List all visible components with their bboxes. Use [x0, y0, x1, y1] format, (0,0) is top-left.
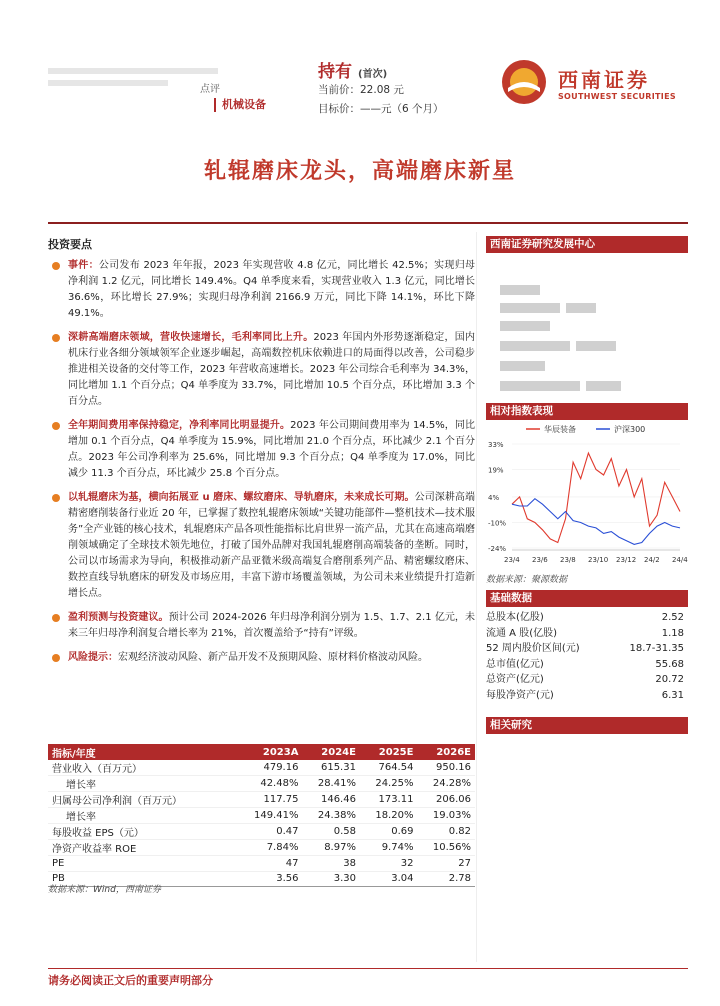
bullet-dot-icon [52, 614, 60, 622]
table-header-row [48, 744, 475, 760]
table-cell: 479.16 [236, 760, 302, 776]
bullet-text: 预计公司 2024-2026 年归母净利润分别为 1.5、1.7、2.1 亿元，未来三年归母净利润复合增长率为 21%，首次覆盖给予“持有”评级。 [68, 612, 475, 639]
x-tick-label: 24/4 [672, 556, 688, 564]
x-tick-label: 23/4 [504, 556, 520, 564]
redacted-block [500, 381, 580, 391]
table-cell: 3.30 [302, 871, 360, 887]
table-cell: 8.97% [302, 840, 360, 856]
bullet-dot-icon [52, 334, 60, 342]
row-label: 每股收益 EPS（元） [48, 824, 236, 840]
bullet-dot-icon [52, 262, 60, 270]
basic-data-value: 18.7-31.35 [629, 643, 684, 654]
basic-data-key: 总市值(亿元) [486, 658, 544, 670]
bullet-lead: 深耕高端磨床领域，营收快速增长，毛利率同比上升。 [68, 332, 314, 343]
bullet-lead: 全年期间费用率保持稳定，净利率同比明显提升。 [68, 420, 291, 431]
sector-label: 机械设备 [214, 98, 266, 112]
bullet-text: 公司发布 2023 年年报，2023 年实现营收 4.8 亿元，同比增长 42.5%；实现归母净利润 1.2 亿元，同比增长 149.4%。Q4 单季度来看，实现营业收入 1.3 亿元，同比增长 36.6%，环比增长 27.9%；实现归母净利润 2166.9 万元，同比下降 14.1%，环比下降 49.1%。 [68, 260, 475, 319]
table-cell: 173.11 [360, 792, 418, 808]
table-cell: 950.16 [417, 760, 475, 776]
basic-data-key: 每股净资产(元) [486, 689, 554, 701]
x-tick-label: 24/2 [644, 556, 660, 564]
summary-bullet [48, 610, 475, 642]
relative-index-chart-svg [486, 420, 688, 570]
summary-bullet [48, 490, 475, 602]
divider [48, 222, 688, 224]
y-tick-label: -10% [488, 519, 507, 528]
table-header-cell: 2023A [236, 744, 302, 760]
bullet-text: 公司深耕高端精密磨削装备行业近 20 年，已掌握了数控轧辊磨床领域“关键功能部件—整机技术—技术服务”全产业链的核心技术，轧辊磨床产品各项性能指标比肩世界一流产品，尤其在高速高端磨削领域确定了全球技术领先地位，打破了国外品牌对我国轧辊磨削高端装备的垄断。同时，公司以市场需求为导向，积极推动新产品亚微米级高端复合磨削系列产品、精密螺纹磨床、数控直线导轨磨床的研发及市场应用，丰富下游市场覆盖领域，为公司未来业绩提升打造新增长点。 [68, 492, 475, 599]
rating-value: 持有 [318, 62, 352, 82]
report-type-tag: 点评 [200, 84, 220, 95]
basic-data-list [486, 607, 688, 703]
redacted-block [500, 303, 560, 313]
table-row [48, 776, 475, 792]
table-cell: 2.78 [417, 871, 475, 887]
table-source: 数据来源：Wind，西南证券 [48, 885, 161, 895]
basic-data-key: 52 周内股价区间(元) [486, 643, 580, 654]
divider [48, 968, 688, 969]
redacted-block [500, 341, 570, 351]
table-header-cell: 2026E [417, 744, 475, 760]
table-cell: 24.25% [360, 776, 418, 792]
table-cell: 47 [236, 856, 302, 872]
row-label: PE [48, 856, 236, 872]
summary-bullet [48, 418, 475, 482]
summary-bullet [48, 258, 475, 322]
current-price: 当前价：22.08 元 [318, 84, 404, 96]
redacted-block [500, 361, 545, 371]
table-cell: 3.56 [236, 871, 302, 887]
chart-source: 数据来源：聚源数据 [486, 575, 568, 585]
table-row [48, 792, 475, 808]
logo-text-en: SOUTHWEST SECURITIES [558, 92, 676, 101]
table-cell: 206.06 [417, 792, 475, 808]
research-center-heading: 西南证券研究发展中心 [486, 236, 688, 253]
summary-heading: 投资要点 [48, 238, 92, 251]
bullet-dot-icon [52, 422, 60, 430]
legend-label: 华辰装备 [544, 425, 576, 434]
logo-mark-icon [500, 58, 548, 106]
x-tick-label: 23/8 [560, 556, 576, 564]
table-cell: 10.56% [417, 840, 475, 856]
row-label: PB [48, 871, 236, 887]
bullet-dot-icon [52, 494, 60, 502]
basic-data-value: 1.18 [661, 627, 684, 639]
rating [318, 57, 387, 82]
row-label: 增长率 [48, 776, 236, 792]
basic-data-row [486, 657, 688, 673]
bullet-lead: 风险提示： [68, 652, 118, 663]
table-cell: 28.41% [302, 776, 360, 792]
table-cell: 27 [417, 856, 475, 872]
table-cell: 615.31 [302, 760, 360, 776]
table-row [48, 760, 475, 776]
basic-data-value: 20.72 [655, 674, 684, 685]
target-price: 目标价：——元（6 个月） [318, 103, 444, 115]
basic-data-value: 55.68 [655, 658, 684, 670]
sidebar-column [486, 236, 688, 734]
row-label: 归属母公司净利润（百万元） [48, 792, 236, 808]
redacted-block [576, 341, 616, 351]
table-cell: 0.82 [417, 824, 475, 840]
bullet-text: 2023 年国内外形势逐渐稳定，国内机床行业各细分领域领军企业逐步崛起，高端数控机床依赖进口的局面得以改善，公司稳步推进相关设备的交付等工作，2023 年营收高速增长。2023 年公司综合毛利率为 34.3%，同比增加 1.1 个百分点；Q4 单季度为 33.7%，同比增加 10.5 个百分点，环比增加 3.3 个百分点。 [68, 332, 475, 407]
redacted-block [586, 381, 621, 391]
basic-data-key: 流通 A 股(亿股) [486, 627, 558, 639]
series-line [512, 453, 680, 542]
table-cell: 3.04 [360, 871, 418, 887]
relative-index-chart [486, 420, 688, 570]
x-tick-label: 23/6 [532, 556, 548, 564]
summary-bullet [48, 650, 475, 666]
bullet-dot-icon [52, 654, 60, 662]
table-cell: 38 [302, 856, 360, 872]
basic-data-row [486, 672, 688, 688]
table-cell: 149.41% [236, 808, 302, 824]
table-cell: 146.46 [302, 792, 360, 808]
table-row [48, 856, 475, 872]
bullet-text: 宏观经济波动风险、新产品开发不及预期风险、原材料价格波动风险。 [118, 652, 428, 663]
table-header-cell: 2024E [302, 744, 360, 760]
redacted-bar [48, 68, 218, 74]
table-row [48, 808, 475, 824]
summary-bullet [48, 330, 475, 410]
legend-label: 沪深300 [614, 425, 646, 434]
x-tick-label: 23/12 [616, 556, 637, 564]
company-logo [500, 58, 690, 114]
table-header-cell: 指标/年度 [48, 744, 236, 760]
table-cell: 19.03% [417, 808, 475, 824]
redacted-header [48, 68, 218, 92]
forecast-table [48, 744, 475, 887]
column-divider [476, 232, 477, 962]
basic-data-row [486, 610, 688, 626]
page-title: 轧辊磨床龙头，高端磨床新星 [203, 159, 516, 184]
redacted-bar [48, 80, 168, 86]
table-cell: 9.74% [360, 840, 418, 856]
basic-data-row [486, 688, 688, 704]
table-cell: 24.28% [417, 776, 475, 792]
y-tick-label: 33% [488, 441, 504, 449]
bullet-lead: 以轧辊磨床为基，横向拓展亚 u 磨床、螺纹磨床、导轨磨床，未来成长可期。 [68, 492, 415, 503]
basic-data-value: 6.31 [661, 689, 684, 701]
table-row [48, 824, 475, 840]
table-cell: 0.58 [302, 824, 360, 840]
basic-data-row [486, 626, 688, 642]
table-cell: 764.54 [360, 760, 418, 776]
table-cell: 24.38% [302, 808, 360, 824]
y-tick-label: 19% [488, 466, 504, 475]
basic-data-key: 总资产(亿元) [486, 674, 544, 685]
basic-data-value: 2.52 [661, 612, 684, 623]
x-tick-label: 23/10 [588, 556, 609, 564]
redacted-block [500, 285, 540, 295]
y-tick-label: 4% [488, 493, 500, 502]
rating-note: (首次) [358, 69, 388, 80]
bullet-lead: 盈利预测与投资建议。 [68, 612, 169, 623]
bullet-lead: 事件： [68, 260, 99, 271]
table-cell: 42.48% [236, 776, 302, 792]
table-cell: 117.75 [236, 792, 302, 808]
redacted-analyst-info [486, 253, 688, 403]
redacted-block [500, 321, 550, 331]
row-label: 净资产收益率 ROE [48, 840, 236, 856]
basic-data-row [486, 641, 688, 657]
redacted-block [566, 303, 596, 313]
row-label: 增长率 [48, 808, 236, 824]
related-research-heading: 相关研究 [486, 717, 688, 734]
logo-text-cn: 西南证券 [558, 68, 650, 92]
basic-data-key: 总股本(亿股) [486, 612, 544, 623]
disclaimer-footer: 请务必阅读正文后的重要声明部分 [48, 974, 213, 987]
table-cell: 0.47 [236, 824, 302, 840]
chart-heading: 相对指数表现 [486, 403, 688, 420]
table-cell: 0.69 [360, 824, 418, 840]
table-header-cell: 2025E [360, 744, 418, 760]
table-row [48, 840, 475, 856]
bullet-text: 2023 年公司期间费用率为 14.5%，同比增加 0.1 个百分点，Q4 单季度为 15.9%，同比增加 21.0 个百分点，环比减少 2.1 个百分点。2023 年公司净利率为 25.6%，同比增加 9.3 个百分点；Q4 单季度为 17.0%，同比减少 11.3 个百分点，环比减少 25.8 个百分点。 [68, 420, 475, 479]
basic-data-heading: 基础数据 [486, 590, 688, 607]
summary-column [48, 236, 475, 674]
series-line [512, 499, 680, 545]
table-cell: 32 [360, 856, 418, 872]
table-cell: 18.20% [360, 808, 418, 824]
y-tick-label: -24% [488, 545, 507, 553]
row-label: 营业收入（百万元） [48, 760, 236, 776]
table-cell: 7.84% [236, 840, 302, 856]
